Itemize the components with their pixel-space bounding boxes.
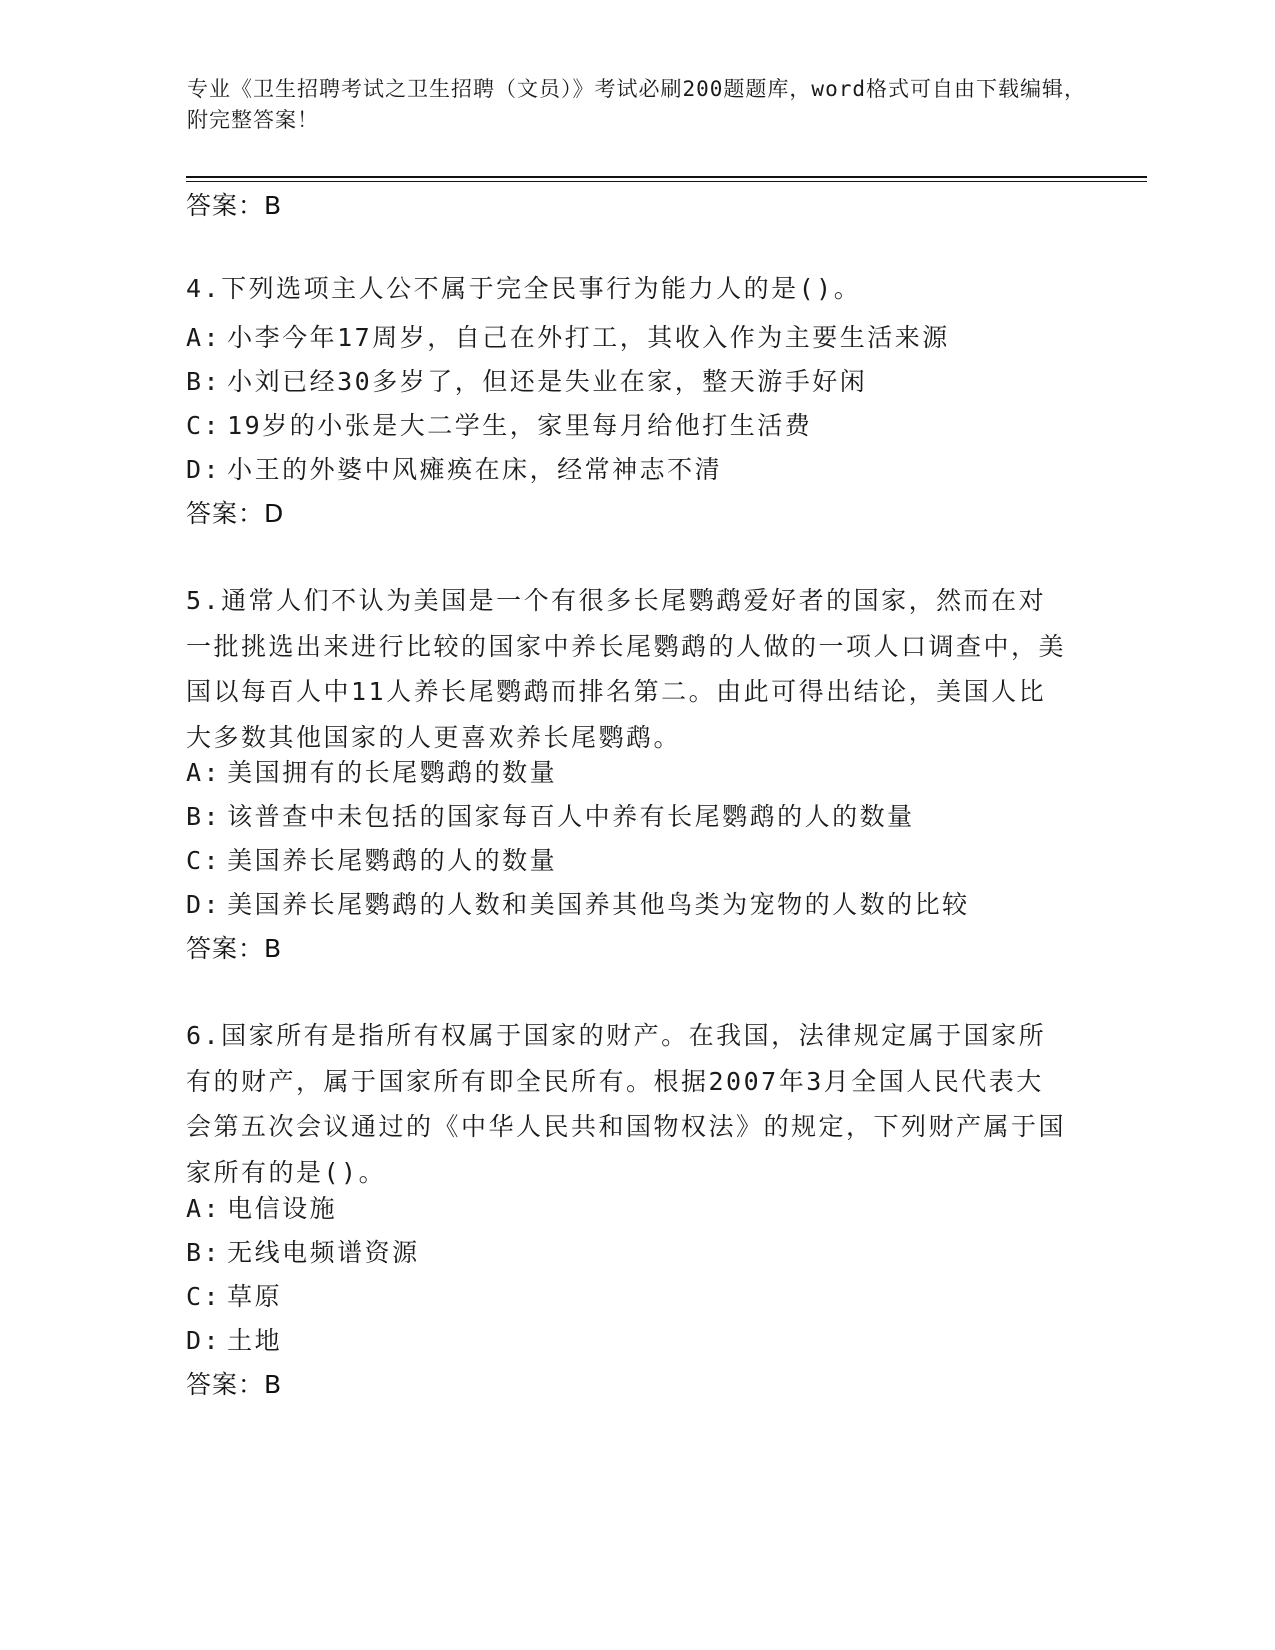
option-text: 19岁的小张是大二学生，家里每月给他打生活费 — [227, 411, 813, 440]
question-5-answer — [186, 929, 282, 965]
question-6-option-c — [186, 1277, 1086, 1313]
answer-value: D — [264, 499, 285, 528]
option-letter: D: — [186, 1326, 222, 1355]
question-6-option-b — [186, 1233, 1086, 1269]
option-text: 美国拥有的长尾鹦鹉的数量 — [227, 758, 558, 787]
option-letter: C: — [186, 1282, 222, 1311]
document-header: 专业《卫生招聘考试之卫生招聘（文员）》考试必刷200题题库，word格式可自由下载编辑，附完整答案！ — [187, 77, 1086, 132]
header-divider-thick — [186, 176, 1147, 178]
question-6-text — [186, 1013, 1066, 1195]
option-letter: D: — [186, 455, 222, 484]
option-text: 无线电频谱资源 — [227, 1238, 420, 1267]
question-6-option-d — [186, 1321, 1086, 1357]
previous-answer — [186, 186, 282, 222]
answer-label: 答案： — [186, 191, 265, 220]
option-letter: B: — [186, 1238, 222, 1267]
option-letter: D: — [186, 890, 222, 919]
option-letter: C: — [186, 846, 222, 875]
question-5-option-b — [186, 797, 1086, 833]
answer-value: B — [264, 191, 283, 220]
option-text: 美国养长尾鹦鹉的人数和美国养其他鸟类为宠物的人数的比较 — [227, 890, 970, 919]
answer-value: B — [264, 934, 283, 963]
option-text: 电信设施 — [227, 1194, 338, 1223]
question-4-answer — [186, 494, 284, 530]
option-text: 土地 — [227, 1326, 283, 1355]
question-5-option-a — [186, 753, 1086, 789]
option-letter: A: — [186, 758, 222, 787]
question-5-text — [186, 578, 1066, 760]
question-4-option-c — [186, 406, 1086, 442]
question-stem: 下列选项主人公不属于完全民事行为能力人的是()。 — [221, 274, 862, 303]
answer-label: 答案： — [186, 934, 265, 963]
option-letter: A: — [186, 1194, 222, 1223]
option-letter: B: — [186, 367, 222, 396]
option-text: 小王的外婆中风瘫痪在床，经常神志不清 — [227, 455, 723, 484]
question-6-answer — [186, 1365, 282, 1401]
question-stem: 国家所有是指所有权属于国家的财产。在我国，法律规定属于国家所有的财产，属于国家所有即全民所有。根据2007年3月全国人民代表大会第五次会议通过的《中华人民共和国物权法》的规定，下列财产属于国家所有的是()。 — [186, 1021, 1067, 1187]
option-letter: C: — [186, 411, 222, 440]
option-text: 该普查中未包括的国家每百人中养有长尾鹦鹉的人的数量 — [227, 802, 915, 831]
question-4-option-a — [186, 318, 1086, 354]
option-letter: A: — [186, 323, 222, 352]
answer-value: B — [264, 1370, 283, 1399]
question-4-option-b — [186, 362, 1086, 398]
header-divider-thin — [186, 181, 1147, 182]
question-stem: 通常人们不认为美国是一个有很多长尾鹦鹉爱好者的国家，然而在对一批挑选出来进行比较的国家中养长尾鹦鹉的人做的一项人口调查中，美国以每百人中11人养长尾鹦鹉而排名第二。由此可得出结论，美国人比大多数其他国家的人更喜欢养长尾鹦鹉。 — [186, 586, 1067, 752]
option-letter: B: — [186, 802, 222, 831]
answer-label: 答案： — [186, 1370, 265, 1399]
question-number: 6. — [186, 1021, 222, 1050]
question-4-text — [186, 266, 1066, 312]
question-4-option-d — [186, 450, 1086, 486]
question-number: 5. — [186, 586, 222, 615]
question-number: 4. — [186, 274, 222, 303]
answer-label: 答案： — [186, 499, 265, 528]
question-6-option-a — [186, 1189, 1086, 1225]
option-text: 草原 — [227, 1282, 283, 1311]
option-text: 小刘已经30多岁了，但还是失业在家，整天游手好闲 — [227, 367, 868, 396]
option-text: 小李今年17周岁，自己在外打工，其收入作为主要生活来源 — [227, 323, 950, 352]
question-5-option-d — [186, 885, 1086, 921]
question-5-option-c — [186, 841, 1086, 877]
option-text: 美国养长尾鹦鹉的人的数量 — [227, 846, 558, 875]
